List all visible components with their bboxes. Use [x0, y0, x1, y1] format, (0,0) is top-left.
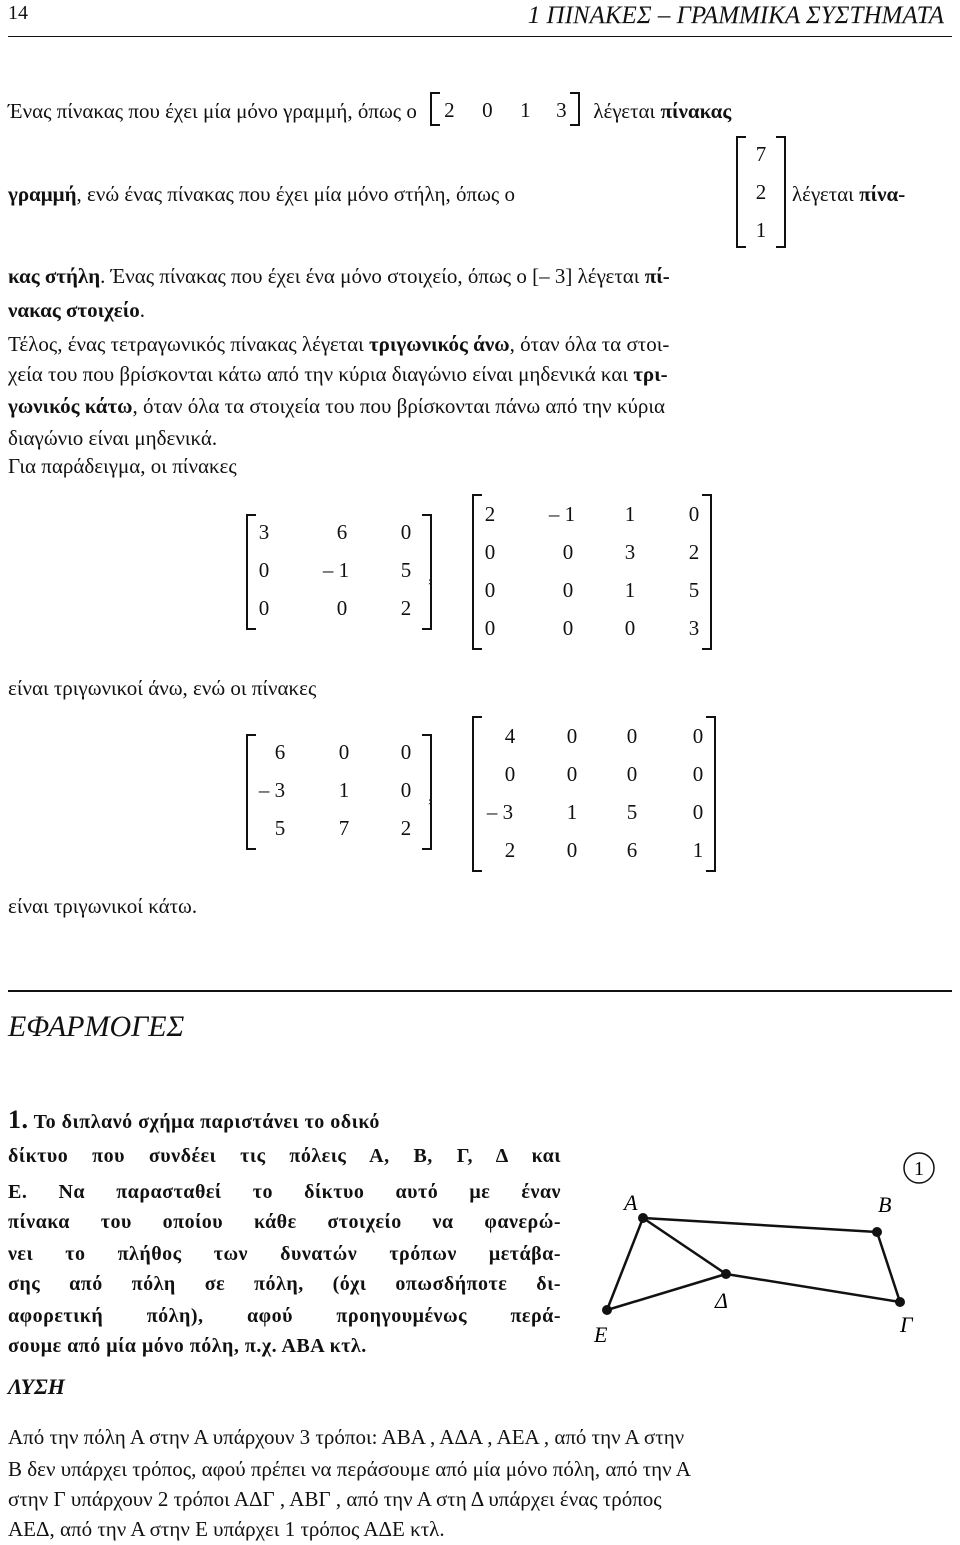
- intro-line-3: [8, 262, 952, 290]
- city-a-dot: [638, 1213, 648, 1223]
- matrix-comma: ,: [428, 782, 434, 806]
- term-bold: πίνακας: [660, 99, 732, 123]
- solution-heading: ΛΥΣΗ: [8, 1374, 65, 1399]
- intro-text: , όταν όλα τα στοι-: [509, 332, 670, 356]
- matrix-cell: 0: [692, 800, 704, 824]
- city-d-dot: [721, 1269, 731, 1279]
- matrix-cell: 1: [624, 578, 636, 602]
- matrix-cell: 0: [258, 558, 270, 582]
- solution-line: στην Γ υπάρχουν 2 τρόποι ΑΔΓ , ΑΒΓ , από την Α στη Δ υπάρχει ένας τρόπος: [8, 1487, 662, 1511]
- matrix-cell: 1: [566, 800, 578, 824]
- lower-matrix-3x3: [246, 734, 432, 850]
- term-bold: πίνα-: [859, 182, 906, 206]
- bracket-left: [472, 716, 482, 872]
- bracket-right: [570, 92, 580, 126]
- matrix-cell: 0: [482, 98, 493, 122]
- lower-matrix-4x4: [472, 716, 716, 872]
- intro-line-4: [8, 296, 952, 324]
- row-matrix: [430, 96, 580, 122]
- city-e-label: Ε: [594, 1322, 608, 1347]
- header-rule: [8, 36, 952, 37]
- page-number: 14: [8, 2, 28, 24]
- bracket-left: [246, 734, 256, 850]
- term-bold: γραμμή: [8, 182, 77, 206]
- upper-caption: είναι τριγωνικοί άνω, ενώ οι πίνακες: [8, 676, 317, 700]
- term-bold: πί-: [644, 264, 670, 288]
- matrix-cell: 6: [336, 520, 348, 544]
- intro-line-7: [8, 392, 952, 420]
- matrix-cell: 0: [258, 596, 270, 620]
- matrix-cell: 3: [688, 616, 700, 640]
- city-b-dot: [872, 1227, 882, 1237]
- matrix-cell: 2: [400, 816, 412, 840]
- city-g-label: Γ: [900, 1312, 913, 1337]
- exercise-text: Το διπλανό σχήμα παριστάνει το οδικό: [33, 1111, 380, 1133]
- matrix-cell: 0: [484, 578, 496, 602]
- city-g-dot: [895, 1297, 905, 1307]
- matrix-cell: 1: [692, 838, 704, 862]
- matrix-cell: 1: [624, 502, 636, 526]
- matrix-cell: – 3: [486, 800, 514, 824]
- term-bold: γωνικός κάτω: [8, 394, 133, 418]
- solution-line: ΑΕΔ, από την Α στην Ε υπάρχει 1 τρόπος ΑΔΕ κτλ.: [8, 1517, 445, 1541]
- city-a-label: Α: [624, 1190, 638, 1215]
- road-b-g: [877, 1232, 900, 1302]
- term-bold: νακας στοιχείο: [8, 298, 140, 322]
- term-bold: τριγωνικός άνω: [369, 332, 510, 356]
- matrix-cell: 0: [626, 762, 638, 786]
- intro-text: . Ένας πίνακας που έχει ένα μόνο στοιχείο, όπως ο [– 3] λέγεται: [100, 264, 640, 288]
- section-rule: [8, 990, 952, 992]
- lower-caption: είναι τριγωνικοί κάτω.: [8, 894, 198, 918]
- intro-line-8: διαγώνιο είναι μηδενικά.: [8, 426, 218, 450]
- matrix-cell: 0: [562, 616, 574, 640]
- matrix-cell: 2: [504, 838, 516, 862]
- matrix-cell: 0: [626, 724, 638, 748]
- exercise-line: σουμε από μία μόνο πόλη, π.χ. ΑΒΑ κτλ.: [8, 1335, 367, 1357]
- chapter-title: 1 ΠΙΝΑΚΕΣ – ΓΡΑΜΜΙΚΑ ΣΥΣΤΗΜΑΤΑ: [527, 2, 944, 29]
- matrix-cell: 0: [624, 616, 636, 640]
- intro-text: Ένας πίνακας που έχει μία μόνο γραμμή, όπως ο: [8, 99, 417, 123]
- matrix-cell: 5: [626, 800, 638, 824]
- city-b-label: Β: [878, 1192, 892, 1217]
- exercise-line: [8, 1104, 561, 1138]
- matrix-cell: – 3: [258, 778, 286, 802]
- matrix-cell: 3: [556, 98, 567, 122]
- matrix-cell: 7: [755, 142, 767, 166]
- intro-text: λέγεται: [792, 182, 854, 206]
- matrix-cell: 5: [274, 816, 286, 840]
- matrix-cell: 2: [688, 540, 700, 564]
- intro-line-5: [8, 330, 952, 358]
- road-network-figure: [580, 1140, 950, 1355]
- matrix-cell: 0: [562, 578, 574, 602]
- intro-line-2-end: [792, 180, 905, 208]
- matrix-cell: 4: [504, 724, 516, 748]
- matrix-cell: 7: [338, 816, 350, 840]
- matrix-cell: 6: [274, 740, 286, 764]
- term-bold: τρι-: [633, 362, 668, 386]
- matrix-cell: 5: [688, 578, 700, 602]
- road-e-d: [607, 1274, 726, 1310]
- matrix-cell: 0: [400, 778, 412, 802]
- city-e-dot: [602, 1305, 612, 1315]
- intro-text: λέγεται: [593, 99, 656, 123]
- matrix-cell: 0: [338, 740, 350, 764]
- matrix-cell: 3: [258, 520, 270, 544]
- term-bold: κας στήλη: [8, 264, 101, 288]
- matrix-cell: – 1: [322, 558, 350, 582]
- exercise-line: δίκτυο που συνδέει τις πόλεις Α, Β, Γ, Δ και: [8, 1145, 561, 1167]
- road-g-d: [726, 1274, 900, 1302]
- matrix-comma: ,: [428, 562, 434, 586]
- matrix-cell: 0: [566, 838, 578, 862]
- exercise-line: σης από πόλη σε πόλη, (όχι οπωσδήποτε δι-: [8, 1273, 561, 1295]
- exercise-line: πίνακα του οποίου κάθε στοιχείο να φανερώ-: [8, 1211, 561, 1233]
- intro-text: .: [139, 298, 146, 322]
- matrix-cell: 1: [338, 778, 350, 802]
- matrix-cell: 2: [444, 98, 455, 122]
- exercise-line: Ε. Να παρασταθεί το δίκτυο αυτό με έναν: [8, 1181, 561, 1203]
- matrix-cell: 0: [504, 762, 516, 786]
- matrix-cell: 1: [520, 98, 531, 122]
- exercise-number: 1.: [8, 1105, 29, 1134]
- matrix-cell: 0: [692, 762, 704, 786]
- intro-line-9: Για παράδειγμα, οι πίνακες: [8, 454, 237, 478]
- matrix-cell: 0: [562, 540, 574, 564]
- matrix-cell: 0: [336, 596, 348, 620]
- matrix-cell: 0: [484, 616, 496, 640]
- matrix-cell: 2: [484, 502, 496, 526]
- bracket-left: [430, 92, 440, 126]
- matrix-cell: 0: [692, 724, 704, 748]
- section-heading: ΕΦΑΡΜΟΓΕΣ: [8, 1010, 185, 1043]
- matrix-cell: 6: [626, 838, 638, 862]
- figure-badge-number: 1: [914, 1158, 924, 1180]
- road-a-b: [643, 1218, 877, 1232]
- intro-text: χεία του που βρίσκονται κάτω από την κύρια διαγώνιο είναι μηδενικά και: [8, 362, 628, 386]
- exercise-line: νει το πλήθος των δυνατών τρόπων μετάβα-: [8, 1243, 561, 1265]
- solution-line: Από την πόλη Α στην Α υπάρχουν 3 τρόποι: ΑΒΑ , ΑΔΑ , ΑΕΑ , από την Α στην: [8, 1425, 685, 1449]
- matrix-cell: 0: [400, 740, 412, 764]
- solution-line: Β δεν υπάρχει τρόπος, αφού πρέπει να περάσουμε από μία μόνο πόλη, από την Α: [8, 1457, 691, 1481]
- intro-line-6: [8, 360, 952, 388]
- upper-matrix-3x3: [246, 514, 432, 630]
- matrix-cell: 0: [566, 762, 578, 786]
- road-d-a: [643, 1218, 726, 1274]
- matrix-cell: 1: [755, 218, 767, 242]
- upper-matrix-4x4: [472, 494, 712, 650]
- matrix-cell: 0: [484, 540, 496, 564]
- matrix-cell: 2: [400, 596, 412, 620]
- matrix-cell: 2: [755, 180, 767, 204]
- matrix-cell: 0: [566, 724, 578, 748]
- city-d-label: Δ: [715, 1288, 728, 1313]
- matrix-cell: 0: [400, 520, 412, 544]
- intro-text: , ενώ ένας πίνακας που έχει μία μόνο στήλη, όπως ο: [76, 182, 515, 206]
- intro-line-1: [8, 96, 952, 125]
- road-a-e: [607, 1218, 643, 1310]
- exercise-line: αφορετική πόλη), αφού προηγουμένως περά-: [8, 1305, 561, 1327]
- matrix-cell: 5: [400, 558, 412, 582]
- matrix-cell: 3: [624, 540, 636, 564]
- matrix-cell: – 1: [548, 502, 576, 526]
- intro-text: Τέλος, ένας τετραγωνικός πίνακας λέγεται: [8, 332, 364, 356]
- intro-text: , όταν όλα τα στοιχεία του που βρίσκονται πάνω από την κύρια: [132, 394, 666, 418]
- matrix-cell: 0: [688, 502, 700, 526]
